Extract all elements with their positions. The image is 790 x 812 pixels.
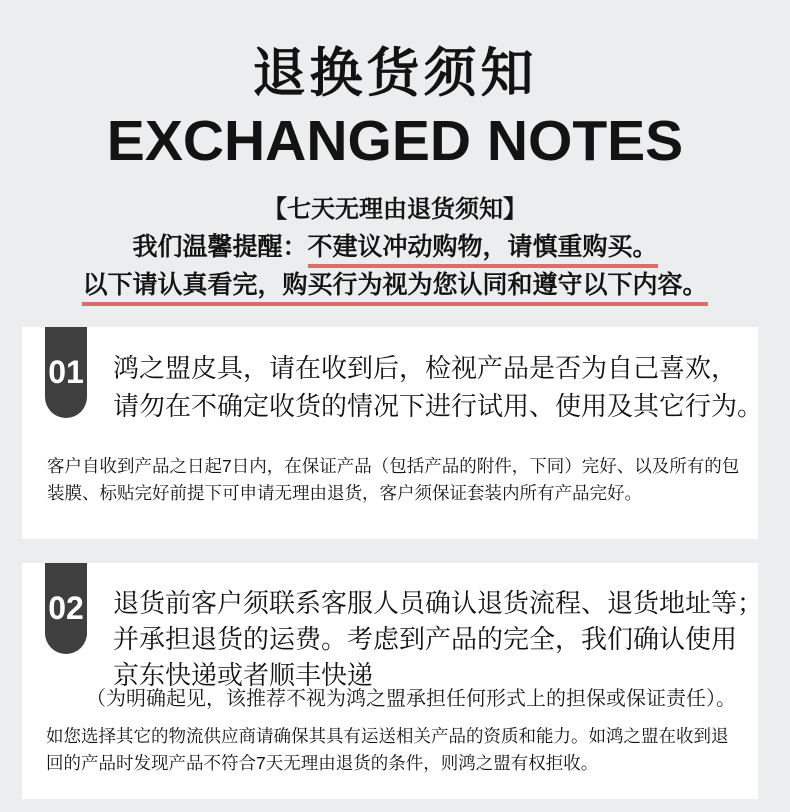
page-title-english: EXCHANGED NOTES xyxy=(106,109,684,173)
reminder-underlined-text: 不建议冲动购物，请慎重购买。 xyxy=(308,233,658,268)
card-number-badge: 01 xyxy=(45,327,87,418)
card-1-main-line-2: 请勿在不确定收货的情况下进行试用、使用及其它行为。 xyxy=(113,391,764,421)
card-2-main-line-3: 京东快递或者顺丰快递 xyxy=(113,660,374,690)
card-2-detail-text: 如您选择其它的物流供应商请确保其具有运送相关产品的资质和能力。如鸿之盟在收到退回的产品时发现产品不符合7天无理由退货的条件，则鸿之盟有权拒收。 xyxy=(46,726,729,773)
seven-day-return-subtitle: 【七天无理由退货须知】 xyxy=(263,196,527,223)
card-2-main-line-2: 并承担退货的运费。考虑到产品的完全，我们确认使用 xyxy=(113,624,738,654)
card-1-detail-text: 客户自收到产品之日起7日内，在保证产品（包括产品的附件，下同）完好、以及所有的包装膜、标贴完好前提下可申请无理由退货，客户须保证套装内所有产品完好。 xyxy=(47,456,740,503)
card-1-main-text xyxy=(113,349,763,425)
agreement-line xyxy=(0,271,790,299)
policy-card-1 xyxy=(22,327,764,539)
card-2-main-text xyxy=(113,585,763,693)
card-1-main-line-1: 鸿之盟皮具，请在收到后，检视产品是否为自己喜欢， xyxy=(113,353,738,383)
card-2-main-line-1: 退货前客户须联系客服人员确认退货流程、退货地址等； xyxy=(113,588,764,618)
page-header xyxy=(0,0,790,299)
policy-card-2 xyxy=(22,563,764,799)
page-title-chinese: 退换货须知 xyxy=(252,44,538,103)
card-number-badge: 02 xyxy=(45,563,87,654)
reminder-line xyxy=(0,233,790,261)
card-2-disclaimer-note: （为明确起见，该推荐不视为鸿之盟承担任何形式上的担保或保证责任）。 xyxy=(86,688,736,710)
reminder-prefix: 我们温馨提醒： xyxy=(132,233,308,261)
agreement-underlined-text: 以下请认真看完，购买行为视为您认同和遵守以下内容。 xyxy=(82,271,707,306)
